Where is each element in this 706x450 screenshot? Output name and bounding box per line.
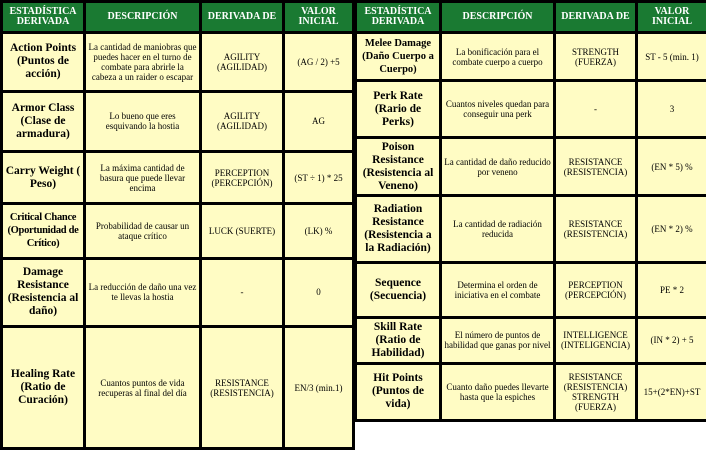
stat-name: Hit Points (Puntos de vida) — [357, 365, 439, 419]
table-row — [3, 153, 352, 202]
stat-initial-value: AG — [285, 93, 352, 150]
table-row — [357, 34, 706, 79]
stat-derived-from: - — [202, 260, 282, 325]
stat-initial-value: 3 — [638, 82, 706, 136]
table-row — [357, 365, 706, 419]
stat-derived-from: INTELLIGENCE (INTELIGENCIA) — [556, 319, 635, 362]
stat-description: Determina el orden de iniciativa en el combate — [442, 264, 553, 316]
header-initial-value: VALOR INICIAL — [285, 3, 352, 31]
stat-description: Cuantos niveles quedan para conseguir una perk — [442, 82, 553, 136]
stat-name: Carry Weight ( Peso) — [3, 153, 83, 202]
table-row — [357, 197, 706, 260]
stat-name: Critical Chance (Oportunidad de Crítico) — [3, 205, 83, 256]
table-row — [3, 260, 352, 325]
stat-derived-from: RESISTANCE (RESISTENCIA) — [556, 139, 635, 194]
header-derived-from: DERIVADA DE — [556, 3, 635, 31]
header-description: DESCRIPCIÓN — [86, 3, 199, 31]
stat-name: Radiation Resistance (Resistencia a la Radiación) — [357, 197, 439, 260]
left-header-row — [3, 3, 352, 31]
stat-derived-from: AGILITY (AGILIDAD) — [202, 93, 282, 150]
stat-derived-from: AGILITY (AGILIDAD) — [202, 34, 282, 89]
stat-derived-from: - — [556, 82, 635, 136]
right-stats-table — [354, 0, 706, 422]
table-row — [357, 82, 706, 136]
stat-name: Poison Resistance (Resistencia al Veneno) — [357, 139, 439, 194]
stat-description: Cuanto daño puedes llevarte hasta que la espiches — [442, 365, 553, 419]
header-stat: ESTADÍSTICA DERIVADA — [3, 3, 83, 31]
stat-description: La cantidad de maniobras que puedes hacer en el turno de combate para abrirle la cabeza a un raider o escapar — [86, 34, 199, 89]
stat-initial-value: (EN * 5) % — [638, 139, 706, 194]
stat-name: Skill Rate (Ratio de Habilidad) — [357, 319, 439, 362]
stat-description: La cantidad de radiación reducida — [442, 197, 553, 260]
stat-initial-value: 15+(2*EN)+ST — [638, 365, 706, 419]
stat-initial-value: (ST ÷ 1) * 25 — [285, 153, 352, 202]
stat-initial-value: (AG / 2) +5 — [285, 34, 352, 89]
stat-name: Perk Rate (Rario de Perks) — [357, 82, 439, 136]
stat-name: Action Points (Puntos de acción) — [3, 34, 83, 89]
stat-derived-from: STRENGTH (FUERZA) — [556, 34, 635, 79]
stat-description: Probabilidad de causar un ataque crítico — [86, 205, 199, 256]
stat-derived-from: PERCEPTION (PERCEPCIÓN) — [556, 264, 635, 316]
header-initial-value: VALOR INICIAL — [638, 3, 706, 31]
stat-derived-from: PERCEPTION (PERCEPCIÓN) — [202, 153, 282, 202]
stat-initial-value: (LK) % — [285, 205, 352, 256]
table-row — [3, 93, 352, 150]
stat-name: Healing Rate (Ratio de Curación) — [3, 328, 83, 447]
right-header-row — [357, 3, 706, 31]
header-description: DESCRIPCIÓN — [442, 3, 553, 31]
header-stat: ESTADÍSTICA DERIVADA — [357, 3, 439, 31]
stat-description: La cantidad de daño reducido por veneno — [442, 139, 553, 194]
stat-initial-value: 0 — [285, 260, 352, 325]
stat-description: El número de puntos de habilidad que ganas por nivel — [442, 319, 553, 362]
stat-derived-from: LUCK (SUERTE) — [202, 205, 282, 256]
table-row — [357, 319, 706, 362]
stat-name: Melee Damage (Daño Cuerpo a Cuerpo) — [357, 34, 439, 79]
stat-name: Armor Class (Clase de armadura) — [3, 93, 83, 150]
stat-description: La bonificación para el combate cuerpo a cuerpo — [442, 34, 553, 79]
stat-initial-value: (IN * 2) + 5 — [638, 319, 706, 362]
stat-description: La máxima cantidad de basura que puede llevar encima — [86, 153, 199, 202]
stat-derived-from: RESISTANCE (RESISTENCIA) — [556, 197, 635, 260]
stat-description: Lo bueno que eres esquivando la hostia — [86, 93, 199, 150]
table-row — [357, 139, 706, 194]
stat-initial-value: ST - 5 (min. 1) — [638, 34, 706, 79]
table-row — [357, 264, 706, 316]
table-row — [3, 34, 352, 89]
table-row — [3, 205, 352, 256]
table-row — [3, 328, 352, 447]
stat-initial-value: EN/3 (min.1) — [285, 328, 352, 447]
stat-derived-from: RESISTANCE (RESISTENCIA) STRENGTH (FUERZA) — [556, 365, 635, 419]
stat-name: Sequence (Secuencia) — [357, 264, 439, 316]
stat-description: Cuantos puntos de vida recuperas al final del día — [86, 328, 199, 447]
stat-name: Damage Resistance (Resistencia al daño) — [3, 260, 83, 325]
stat-description: La reducción de daño una vez te llevas la hostia — [86, 260, 199, 325]
stat-initial-value: (EN * 2) % — [638, 197, 706, 260]
header-derived-from: DERIVADA DE — [202, 3, 282, 31]
stat-initial-value: PE * 2 — [638, 264, 706, 316]
stat-derived-from: RESISTANCE (RESISTENCIA) — [202, 328, 282, 447]
